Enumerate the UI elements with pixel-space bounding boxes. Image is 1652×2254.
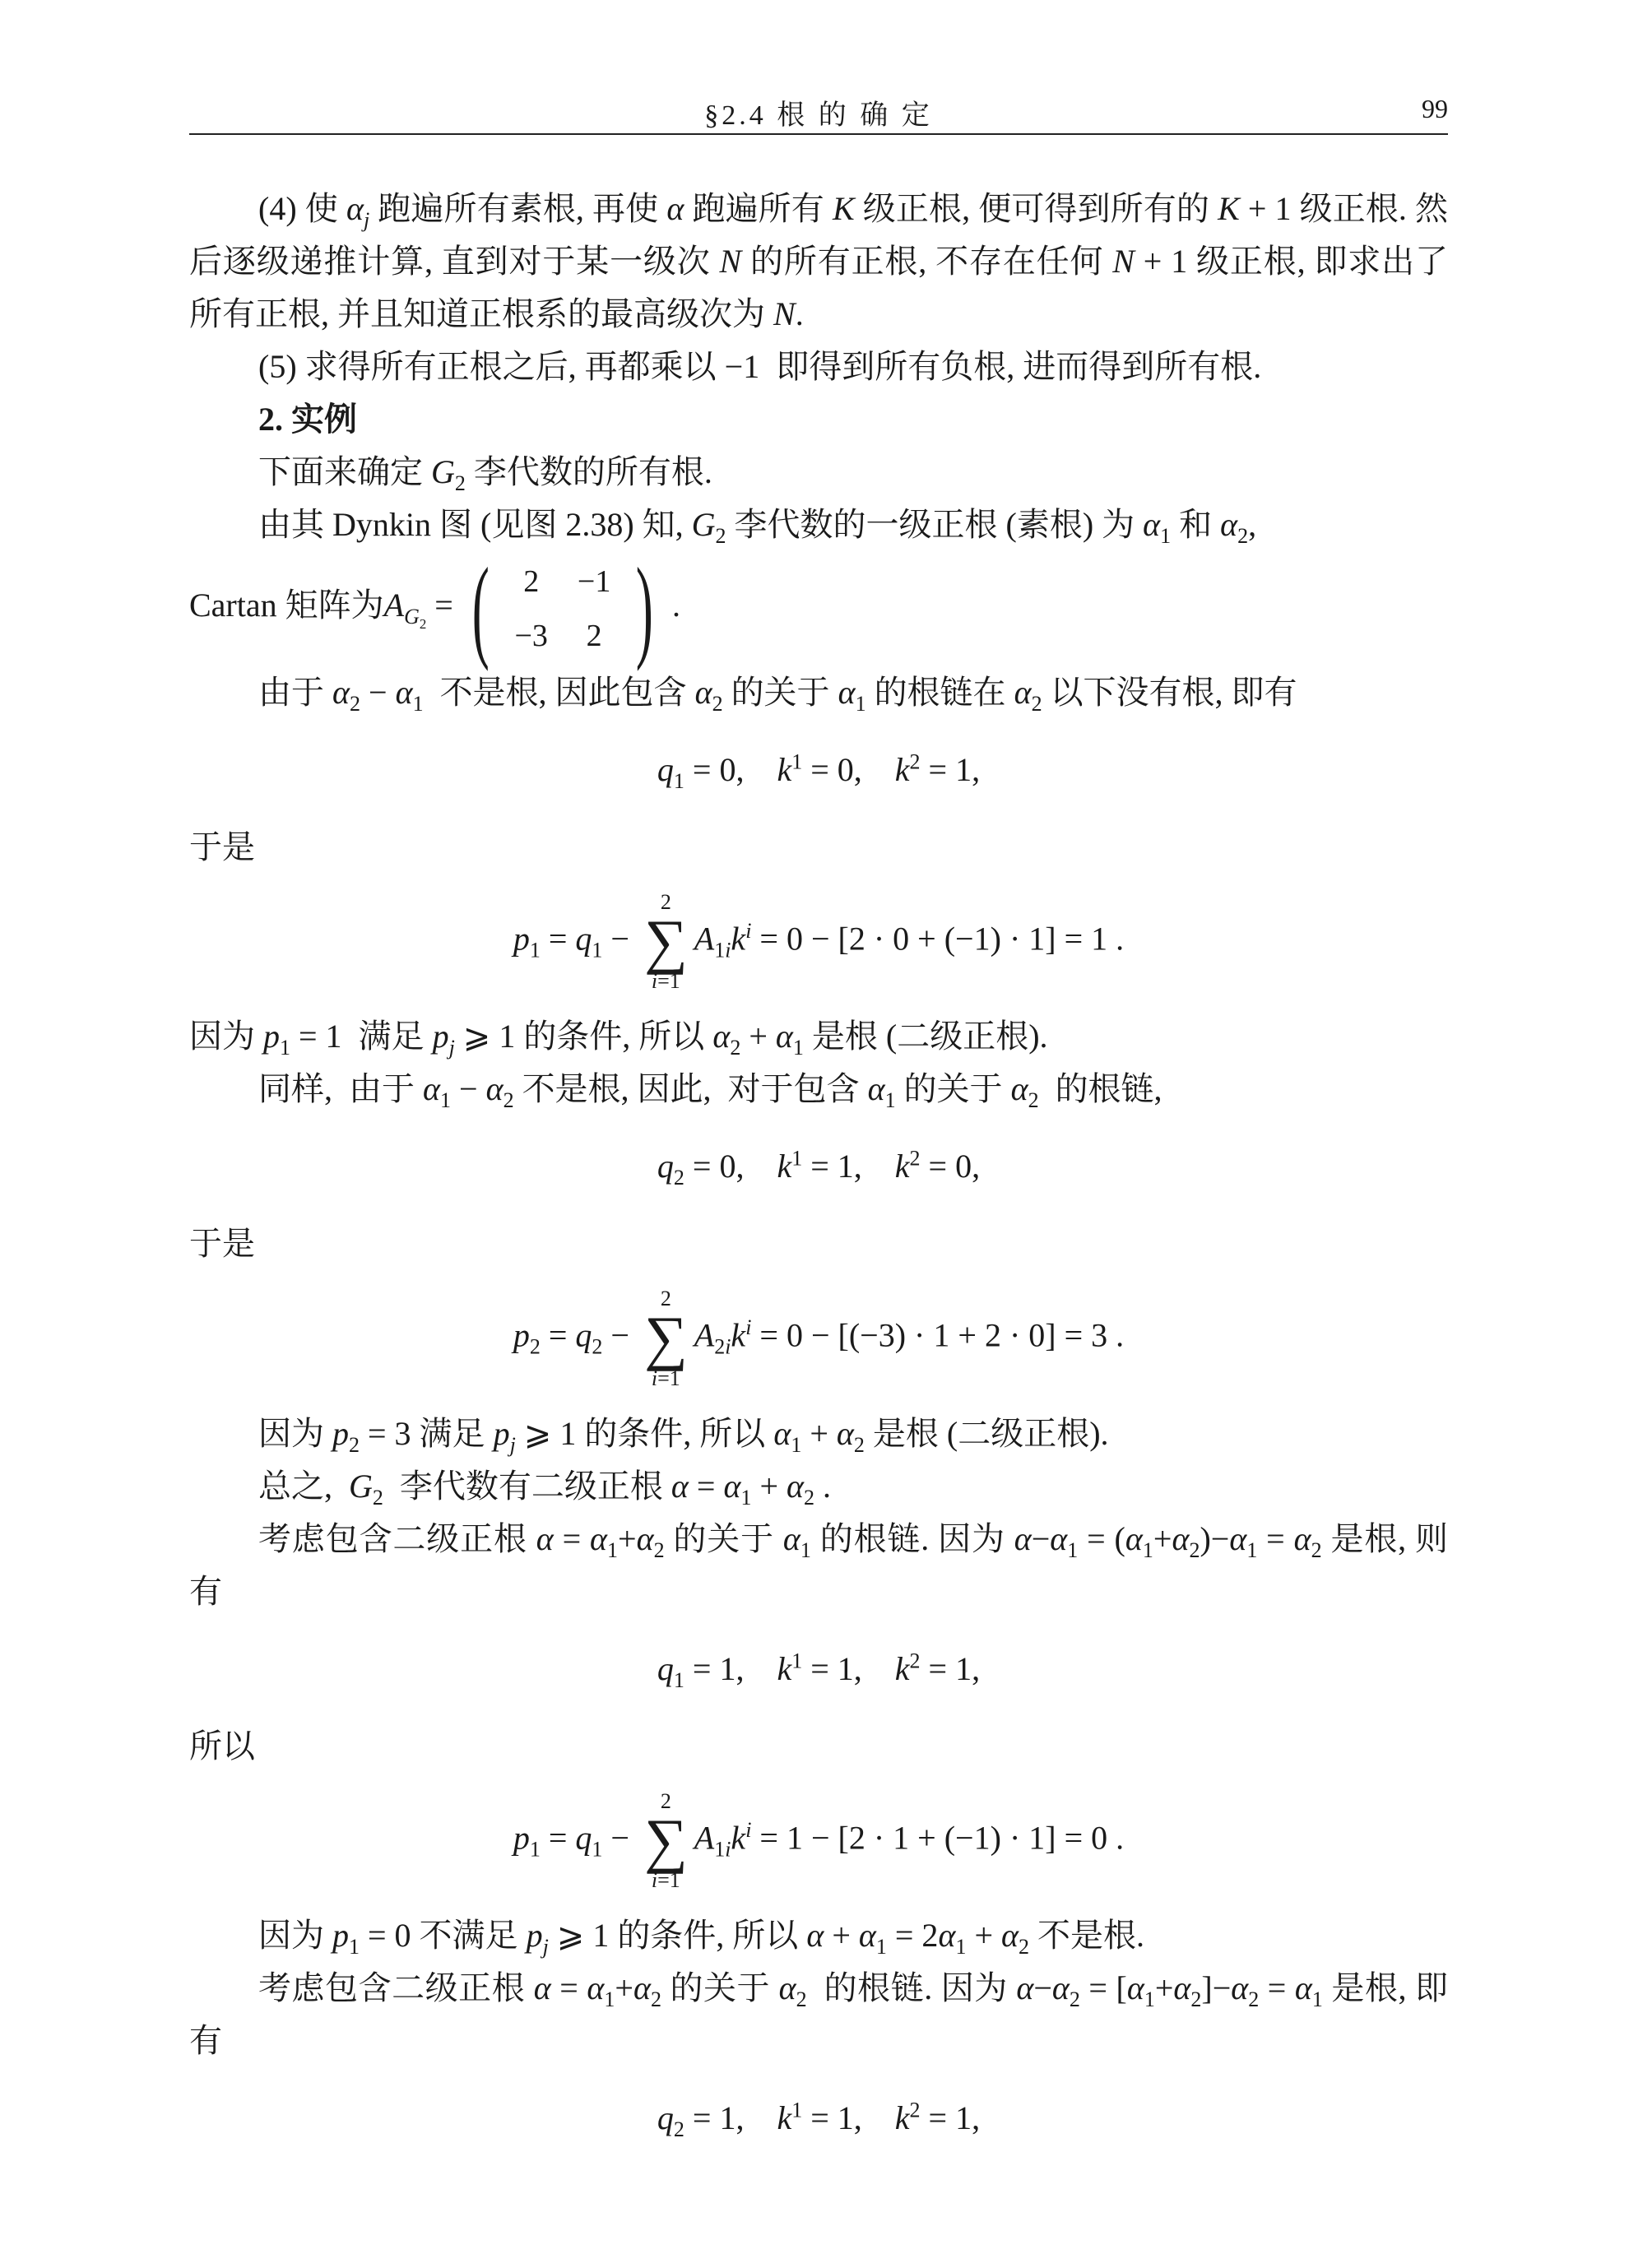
paragraph: 总之, $G_2$ 李代数有二级正根 $\alpha = \alpha_1 + \alpha_2$ .: [258, 1467, 832, 1510]
paragraph: 考虑包含二级正根 $\alpha = \alpha_1+\alpha_2$ 的关于 $\alpha_1$ 的根链. 因为 $\alpha-\alpha_1 = (\alpha_1+\alpha_2)-\alpha_1 = \alpha_2$ 是根, 则有: [189, 1519, 1449, 1610]
paragraph: 由其 Dynkin 图 (见图 2.38) 知, $G_2$ 李代数的一级正根 (素根) 为 $\alpha_1$ 和 $\alpha_2$,: [258, 506, 1257, 548]
display-equation: $q_1 = 0$, $k^1 = 0$, $k^2 = 1$,: [657, 749, 981, 793]
paragraph: 考虑包含二级正根 $\alpha = \alpha_1+\alpha_2$ 的关于 $\alpha_2$ 的根链. 因为 $\alpha-\alpha_2 = [\alpha_1+\alpha_2]-\alpha_2 = \alpha_1$ 是根, 即有: [189, 1969, 1449, 2059]
book-page: [189, 0, 1448, 2254]
paragraph: 同样, 由于 $\alpha_1 - \alpha_2$ 不是根, 因此, 对于包含 $\alpha_1$ 的关于 $\alpha_2$ 的根链,: [258, 1070, 1162, 1113]
paragraph: 于是: [189, 1225, 255, 1263]
paragraph: 于是: [189, 828, 255, 865]
paragraph: Cartan 矩阵为$A_{G_2}$ = ( 2 −1 −3 2 ) .: [189, 545, 680, 672]
display-equation-sum: $p_2 = q_2$ − 2 ∑ i=1 $A_{2i}k^i = 0 - [(-3) \cdot 1 + 2 \cdot 0] = 3$ .: [513, 1287, 1125, 1390]
paragraph: (5) 求得所有正根之后, 再都乘以 −1 即得到所有负根, 进而得到所有根.: [258, 348, 1262, 385]
running-header: [189, 92, 1448, 135]
paragraph: 因为 $p_1 = 1$ 满足 $p_j$ ⩾ 1 的条件, 所以 $\alpha_2 + \alpha_1$ 是根 (二级正根).: [189, 1018, 1048, 1060]
section-title: §2.4 根 的 确 定: [704, 100, 933, 131]
subsection-heading: 2. 实例: [258, 401, 357, 438]
display-equation-sum: $p_1 = q_1$ − 2 ∑ i=1 $A_{1i}k^i = 1 - [2 \cdot 1 + (-1) \cdot 1] = 0$ .: [513, 1788, 1125, 1892]
paragraph: 所以: [189, 1727, 255, 1765]
page-body: [189, 183, 1448, 2169]
display-equation: $q_1 = 1$, $k^1 = 1$, $k^2 = 1$,: [657, 1649, 981, 1692]
display-equation: $q_2 = 1$, $k^1 = 1$, $k^2 = 1$,: [657, 2098, 981, 2141]
paragraph: (4) 使 $\alpha_j$ 跑遍所有素根, 再使 α 跑遍所有 K 级正根, 便可得到所有的 K + 1 级正根. 然后逐级递推计算, 直到对于某一级次 N 的所有正根, 不存在任何 N + 1 级正根, 即求出了所有正根, 并且知道正根系的最高级次为 N.: [189, 190, 1449, 332]
paragraph: 因为 $p_2 = 3$ 满足 $p_j$ ⩾ 1 的条件, 所以 $\alpha_1 + \alpha_2$ 是根 (二级正根).: [258, 1414, 1109, 1457]
display-equation: $q_2 = 0$, $k^1 = 1$, $k^2 = 0$,: [657, 1146, 981, 1190]
paragraph: 因为 $p_1 = 0$ 不满足 $p_j$ ⩾ 1 的条件, 所以 $\alpha + \alpha_1 = 2\alpha_1 + \alpha_2$ 不是根.: [258, 1916, 1144, 1959]
paragraph: 下面来确定 $G_2$ 李代数的所有根.: [258, 453, 712, 495]
page-number: 99: [1422, 94, 1448, 123]
paragraph: 由于 $\alpha_2 - \alpha_1$ 不是根, 因此包含 $\alpha_2$ 的关于 $\alpha_1$ 的根链在 $\alpha_2$ 以下没有根, 即有: [258, 674, 1297, 716]
display-equation-sum: $p_1 = q_1$ − 2 ∑ i=1 $A_{1i}k^i = 0 - [2 \cdot 0 + (-1) \cdot 1] = 1$ .: [513, 890, 1125, 994]
